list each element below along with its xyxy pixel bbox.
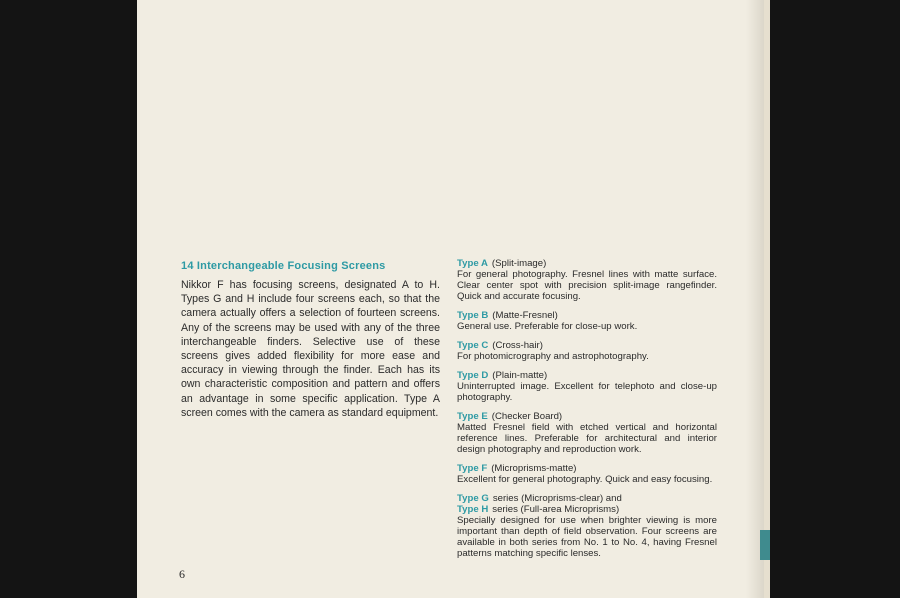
next-page-color-edge [760,530,770,560]
type-a-description: For general photography. Fresnel lines with matte surface. Clear center spot with precision split-image rangefinder. Quick and accurate focusing. [457,269,717,302]
type-f-description: Excellent for general photography. Quick and easy focusing. [457,474,713,485]
type-b-label: Type B [457,310,489,321]
type-a-entry [457,258,717,302]
type-a-name: (Split-image) [491,258,547,269]
type-d-description: Uninterrupted image. Excellent for telephoto and close-up photography. [457,381,717,403]
type-g-label: Type G [457,493,489,504]
type-e-label: Type E [457,411,488,422]
type-b-name: (Matte-Fresnel) [492,310,558,321]
type-f-label: Type F [457,463,488,474]
page-gutter-shadow [746,0,764,598]
type-a-label: Type A [457,258,488,269]
type-b-entry [457,310,717,332]
type-e-name: (Checker Board) [491,411,563,422]
type-b-description: General use. Preferable for close-up work. [457,321,638,332]
next-page-edge [764,0,770,598]
type-c-name: (Cross-hair) [492,340,543,351]
screen-types-list [457,258,717,559]
type-gh-description: Specially designed for use when brighter viewing is more important than depth of field observation. Four screens are available in both series from No. 1 to No. 4, having Fresnel patterns matching specific lenses. [457,515,717,559]
section-body-text: Nikkor F has focusing screens, designated A to H. Types G and H include four screens each, so that the camera actually offers a selection of fourteen screens. Any of the screens may be used with any of the three interchangeable finders. Selective use of these screens gives added flexibility for more ease and accuracy in viewing through the finder. Each has its own characteristic composition and pattern and offers an advantage in some specific application. Type A screen comes with the camera as standard equipment. [181,279,440,419]
type-f-entry [457,463,717,485]
type-d-entry [457,370,717,403]
type-h-name: series (Full-area Microprisms) [492,504,620,515]
type-d-name: (Plain-matte) [492,370,548,381]
type-h-label: Type H [457,504,489,515]
type-gh-entry [457,493,717,559]
type-e-entry [457,411,717,455]
manual-page [137,0,764,598]
page-number: 6 [179,567,185,581]
type-c-description: For photomicrography and astrophotography. [457,351,649,362]
type-f-name: (Microprisms-matte) [491,463,577,474]
type-d-label: Type D [457,370,489,381]
type-c-entry [457,340,717,362]
section-title: 14 Interchangeable Focusing Screens [181,260,386,272]
type-g-name: series (Microprisms-clear) and [492,493,622,504]
type-e-description: Matted Fresnel field with etched vertical and horizontal reference lines. Preferable for architectural and interior design photography and reproduction work. [457,422,717,455]
type-c-label: Type C [457,340,489,351]
